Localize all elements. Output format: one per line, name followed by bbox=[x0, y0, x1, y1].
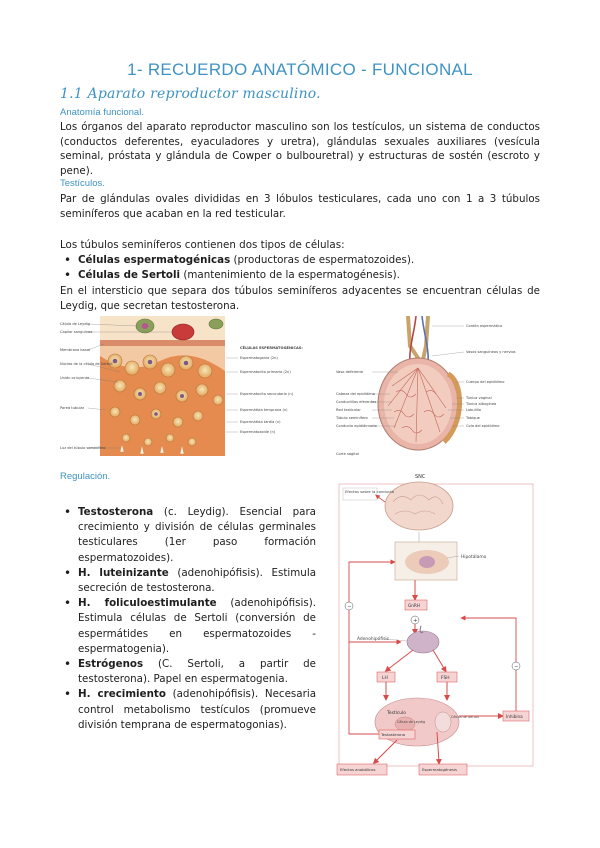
tubule-label-right: Espermátida tardía (n) bbox=[240, 420, 281, 424]
list-item-term: Células de Sertoli bbox=[78, 268, 181, 281]
testis-label-left: Túbulo seminífero bbox=[336, 416, 368, 420]
testosterone-label: Testosterona bbox=[381, 732, 406, 737]
tubule-label-left: Célula de Leydig bbox=[60, 322, 90, 326]
minus-sign: − bbox=[514, 664, 519, 670]
capillary bbox=[172, 324, 194, 340]
hypothalamus-label: Hipotálamo bbox=[461, 555, 487, 560]
page-title: 1- RECUERDO ANATÓMICO - FUNCIONAL bbox=[127, 60, 473, 79]
list-item bbox=[60, 657, 316, 687]
list-item-desc: (mantenimiento de la espermatogénesis). bbox=[180, 268, 400, 281]
testicles-paragraph-3: En el intersticio que separa dos túbulos seminíferos adyacentes se encuentran células de Leydig, que secretan testosterona. bbox=[60, 285, 540, 312]
list-item-desc: (adenohipófisis). Estimula secreción de testosterona. bbox=[78, 566, 316, 595]
testis-label-right: Cuerpo del epidídimo bbox=[466, 380, 505, 384]
gnrh-label: GnRH bbox=[408, 603, 420, 608]
list-item-term: Testosterona bbox=[78, 506, 154, 518]
regulation-diagram bbox=[335, 466, 547, 782]
fsh-label: FSH bbox=[441, 676, 450, 681]
list-item bbox=[60, 253, 540, 268]
spermatic-cord bbox=[408, 316, 428, 364]
minus-sign: − bbox=[347, 604, 352, 610]
tubule-label-left: Membrana basal bbox=[60, 348, 90, 352]
list-item-term: Estrógenos bbox=[78, 658, 144, 671]
inhibin-label: Inhibina bbox=[506, 714, 523, 719]
testicles-paragraph-2: Los túbulos seminíferos contienen dos tipos de células: bbox=[60, 239, 345, 251]
testis-caption: Corte sagital bbox=[336, 452, 359, 456]
tubule-illustration bbox=[60, 316, 318, 456]
testis-label-right: Túnica albugínea bbox=[466, 402, 497, 406]
leydig-label: Célula de Leydig bbox=[397, 720, 426, 724]
list-item-desc: (adenohipófisis). Estimula células de Sertoli (conversión de espermátides en espermatozoides - espermatogenia). bbox=[78, 597, 316, 655]
spermatogenesis-label: Espermatogénesis bbox=[422, 767, 457, 772]
tubule-label-right: Espermatogonia (2n) bbox=[240, 356, 278, 360]
testis-label-right: Tabique bbox=[466, 416, 480, 420]
tubule-label-left: Luz del túbulo seminífero bbox=[60, 446, 106, 450]
tubule-label-left: Capilar sanguíneo bbox=[60, 330, 93, 334]
list-item-term: H. luteinizante bbox=[78, 566, 169, 579]
pituitary-gland bbox=[407, 631, 439, 653]
pituitary-label: Adenohipófisis bbox=[357, 637, 389, 642]
anabolic-effects-label: Efectos anabólicos bbox=[340, 767, 376, 772]
brain-shape bbox=[385, 482, 453, 530]
testis-label-right: Túnica vaginal bbox=[466, 396, 492, 400]
testis-label-left: Conducto epididimario bbox=[336, 424, 377, 428]
tubule-label-left: Núcleo de la célula de Sertoli bbox=[60, 362, 113, 366]
testis-label: Testículo bbox=[387, 711, 406, 716]
anatomy-heading: Anatomía funcional. bbox=[60, 107, 144, 118]
list-item bbox=[60, 687, 316, 733]
tubule-label-right: Espermatocito secundario (n) bbox=[240, 392, 294, 396]
testis-illustration bbox=[336, 316, 548, 458]
testis-label-left: Cabeza del epidídimo bbox=[336, 392, 375, 396]
list-item-desc: (c. Leydig). Esencial para crecimiento y división de células germinales testiculares (1er paso formación espermatozoides). bbox=[78, 506, 316, 564]
plus-sign: + bbox=[413, 618, 418, 624]
testis-label-right: Lobulillo bbox=[466, 408, 481, 412]
list-item-term: H. foliculoestimulante bbox=[78, 597, 217, 610]
cell-types-list bbox=[60, 253, 540, 282]
tubule-label-left: Pared tubular bbox=[60, 406, 85, 410]
section-subtitle: 1.1 Aparato reproductor masculino. bbox=[60, 86, 321, 102]
testis-label-left: Vaso deferente bbox=[336, 370, 364, 374]
behavior-label: Efectos sobre la conducta bbox=[345, 489, 395, 494]
tubule-label-right: Espermatocito primario (2n) bbox=[240, 370, 291, 374]
tubule-label-right: Espermátida temprana (n) bbox=[240, 408, 288, 412]
testis-label-right: Cola del epidídimo bbox=[466, 424, 500, 428]
tubule-label-right: CÉLULAS ESPERMATOGÉNICAS: bbox=[240, 346, 303, 350]
list-item-desc: (adenohipófisis). Necesaria control metabolismo testículos (promueve división temprana de espermatogonias). bbox=[78, 688, 317, 731]
list-item-desc: (C. Sertoli, a partir de testosterona). Papel en espermatogenia. bbox=[78, 658, 316, 686]
regulation-heading: Regulación. bbox=[60, 471, 111, 482]
regulation-list bbox=[60, 505, 316, 733]
testis-label-left: Red testicular bbox=[336, 408, 361, 412]
snc-label: SNC bbox=[415, 474, 426, 480]
tubule-label-left: Unión ocluyente bbox=[60, 376, 90, 380]
testicles-heading: Testículos. bbox=[60, 178, 105, 189]
tubule-label-right: Espermatozoide (n) bbox=[240, 430, 276, 434]
testis-label-left: Conductillos eferentes bbox=[336, 400, 377, 404]
sertoli-label: Célula de Sertoli bbox=[451, 715, 479, 719]
list-item bbox=[60, 505, 316, 566]
list-item-term: H. crecimiento bbox=[78, 688, 166, 701]
testis-label-right: Cordón espermático bbox=[466, 324, 503, 328]
list-item bbox=[60, 596, 316, 657]
list-item-desc: (productoras de espermatozoides). bbox=[230, 254, 415, 266]
list-item-term: Células espermatogénicas bbox=[78, 254, 231, 266]
testis-label-right: Vasos sanguíneos y nervios bbox=[466, 350, 516, 354]
list-item bbox=[60, 268, 540, 283]
anatomy-paragraph: Los órganos del aparato reproductor masculino son los testículos, un sistema de conductos (conductos deferentes, eyaculadores y uretra), glándulas sexuales auxiliares (vesícula seminal, próstata y glándula de Cowper o bulbouretral) y estructuras de sostén (escroto y pene). bbox=[60, 121, 540, 177]
testicles-paragraph-1: Par de glándulas ovales divididas en 3 lóbulos testiculares, cada uno con 1 a 3 túbulos seminíferos que acaban en la red testicular. bbox=[60, 193, 540, 220]
list-item bbox=[60, 566, 316, 596]
lh-label: LH bbox=[382, 676, 388, 681]
